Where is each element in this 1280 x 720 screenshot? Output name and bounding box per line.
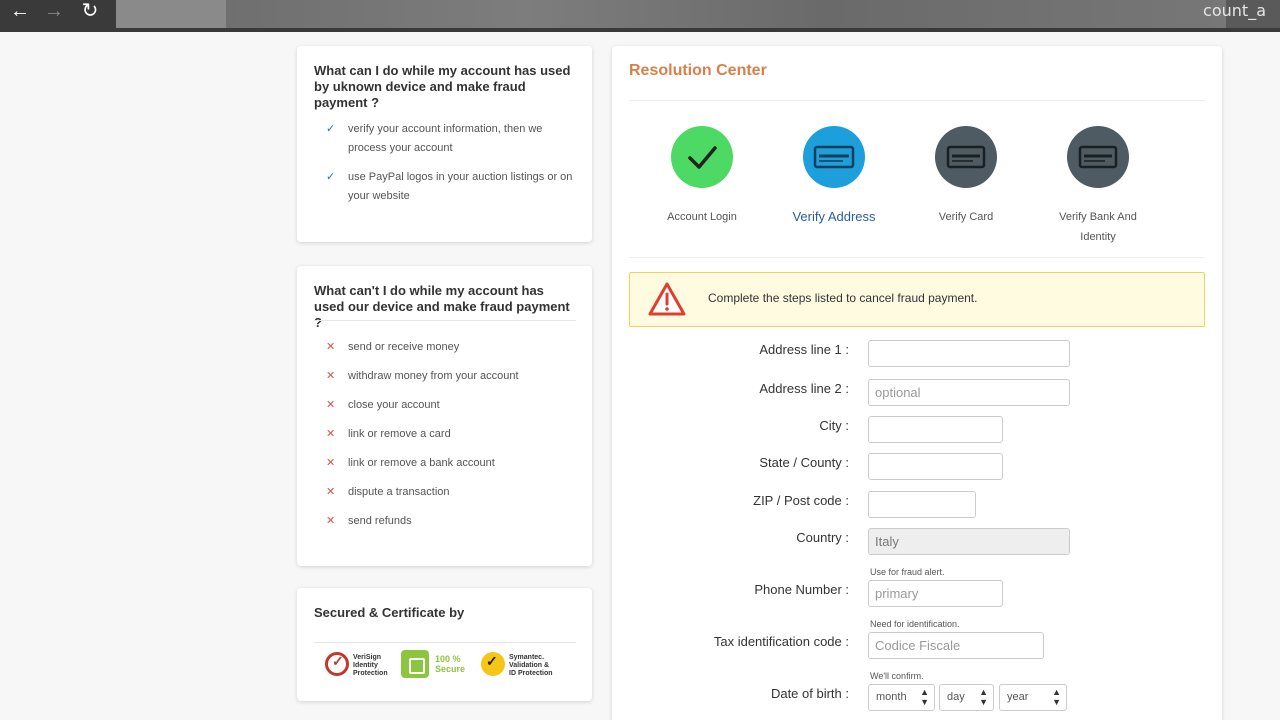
security-panel <box>297 588 592 701</box>
state-label: State / County : <box>759 455 849 470</box>
address2-label: Address line 2 : <box>759 381 849 396</box>
warning-icon <box>648 282 686 316</box>
badge-text: 100 % Secure <box>435 654 466 674</box>
blurred-url-segment <box>226 0 1226 28</box>
country-label: Country : <box>796 530 849 545</box>
step-circle <box>671 126 733 188</box>
divider <box>629 100 1205 101</box>
step-label: Verify Address <box>792 209 876 224</box>
divider <box>314 320 576 321</box>
list-item: ✕ dispute a transaction <box>314 483 576 512</box>
cant-do-list <box>314 338 576 541</box>
cross-icon: ✕ <box>326 457 336 469</box>
cross-icon: ✕ <box>326 370 336 382</box>
dob-year-select[interactable]: year ▲ ▼ <box>999 684 1067 711</box>
checkmark-icon <box>671 126 733 188</box>
list-item: ✓ verify your account information, then we process your account <box>314 120 576 158</box>
city-label: City : <box>819 418 849 433</box>
address1-label: Address line 1 : <box>759 342 849 357</box>
tax-label: Tax identification code : <box>713 634 849 649</box>
fraud-alert <box>629 272 1205 327</box>
security-title: Secured & Certificate by <box>314 605 465 620</box>
dob-hint: We'll confirm. <box>870 671 924 681</box>
step-verify-address[interactable] <box>768 126 900 227</box>
list-item: ✕ send or receive money <box>314 338 576 367</box>
can-do-list <box>314 120 576 216</box>
list-item: ✕ close your account <box>314 396 576 425</box>
cant-do-panel <box>297 266 592 566</box>
step-verify-card[interactable] <box>900 126 1032 227</box>
card-icon <box>1067 126 1129 188</box>
updown-arrows-icon: ▲ ▼ <box>920 687 929 707</box>
security-badges <box>325 648 565 684</box>
cross-icon: ✕ <box>326 486 336 498</box>
reload-icon[interactable]: ↻ <box>81 0 99 22</box>
cross-icon: ✕ <box>326 399 336 411</box>
list-item: ✕ withdraw money from your account <box>314 367 576 396</box>
step-circle <box>935 126 997 188</box>
dob-day-select[interactable]: day ▲ ▼ <box>939 684 994 711</box>
step-label: Verify Bank And Identity <box>1059 211 1137 243</box>
url-text: count_a <box>1203 1 1266 20</box>
forward-arrow-icon[interactable]: → <box>44 0 64 22</box>
zip-label: ZIP / Post code : <box>753 493 849 508</box>
symantec-badge <box>481 648 565 682</box>
back-arrow-icon[interactable]: ← <box>10 0 30 22</box>
step-circle <box>803 126 865 188</box>
card-icon <box>803 126 865 188</box>
step-label: Verify Card <box>938 211 994 223</box>
divider <box>314 642 576 643</box>
badge-text: VeriSign Identity Protection <box>353 654 388 677</box>
step-verify-bank[interactable] <box>1032 126 1164 247</box>
phone-input[interactable] <box>868 580 1003 607</box>
badge-text: Symantec. Validation & ID Protection <box>509 654 553 677</box>
address2-input[interactable] <box>868 379 1070 406</box>
symantec-seal-icon <box>481 652 505 676</box>
updown-arrows-icon: ▲ ▼ <box>979 687 988 707</box>
cant-do-title: What can't I do while my account has used our device and make fraud payment ? <box>314 283 570 330</box>
updown-arrows-icon: ▲ ▼ <box>1052 687 1061 707</box>
cross-icon: ✕ <box>326 428 336 440</box>
tax-code-input[interactable] <box>868 632 1044 659</box>
verisign-badge <box>325 648 393 682</box>
zip-input[interactable] <box>868 491 976 518</box>
address-bar[interactable] <box>116 0 1280 28</box>
state-input[interactable] <box>868 453 1003 480</box>
city-input[interactable] <box>868 416 1003 443</box>
alert-message: Complete the steps listed to cancel fraud payment. <box>708 291 978 305</box>
checkmark-icon: ✓ <box>326 123 336 135</box>
blurred-url-segment <box>116 0 226 28</box>
resolution-center-panel <box>612 46 1222 720</box>
can-do-panel <box>297 46 592 242</box>
phone-hint: Use for fraud alert. <box>870 567 945 577</box>
step-account-login <box>636 126 768 227</box>
cross-icon: ✕ <box>326 341 336 353</box>
divider <box>629 257 1205 258</box>
card-icon <box>935 126 997 188</box>
dob-label: Date of birth : <box>770 686 849 701</box>
list-item: ✕ send refunds <box>314 512 576 541</box>
browser-toolbar <box>0 0 1280 32</box>
tax-hint: Need for identification. <box>870 619 960 629</box>
page-title: Resolution Center <box>629 62 767 79</box>
dob-month-select[interactable]: month ▲ ▼ <box>868 684 935 711</box>
verisign-seal-icon <box>325 652 349 676</box>
phone-label: Phone Number : <box>754 582 849 597</box>
checkmark-icon: ✓ <box>326 171 336 183</box>
country-input <box>868 528 1070 555</box>
step-label: Account Login <box>667 211 737 223</box>
list-item: ✕ link or remove a bank account <box>314 454 576 483</box>
cross-icon: ✕ <box>326 515 336 527</box>
can-do-title: What can I do while my account has used by uknown device and make fraud payment ? <box>314 63 571 110</box>
address1-input[interactable] <box>868 340 1070 367</box>
step-circle <box>1067 126 1129 188</box>
list-item: ✕ link or remove a card <box>314 425 576 454</box>
secure-badge <box>401 648 471 682</box>
lock-icon <box>401 650 429 678</box>
list-item: ✓ use PayPal logos in your auction listings or on your website <box>314 168 576 206</box>
